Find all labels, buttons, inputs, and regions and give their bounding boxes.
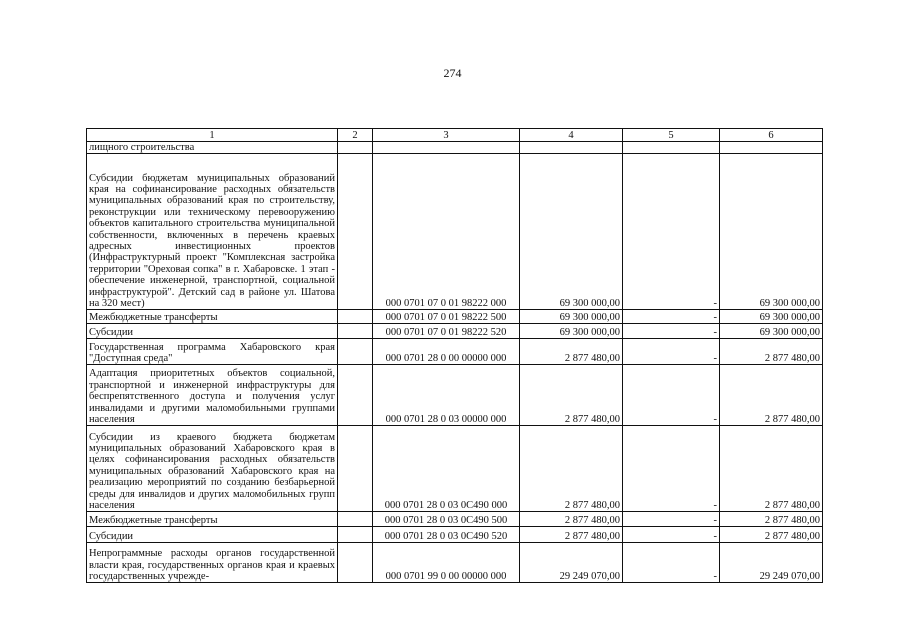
table-header-row bbox=[87, 129, 823, 142]
row-col2 bbox=[338, 339, 373, 365]
row-amount bbox=[520, 142, 623, 154]
row-col5: - bbox=[623, 310, 720, 324]
column-header: 3 bbox=[373, 129, 520, 142]
row-code: 000 0701 28 0 00 00000 000 bbox=[373, 339, 520, 365]
row-col5: - bbox=[623, 512, 720, 527]
row-amount: 2 877 480,00 bbox=[520, 512, 623, 527]
row-col2 bbox=[338, 527, 373, 543]
row-total: 2 877 480,00 bbox=[720, 426, 823, 512]
row-description: Адаптация приоритетных объектов социальной, транспортной и инженерной инфраструктуры для беспрепятственного доступа и получения услуг инвалидами и другими маломобильными группами населения bbox=[87, 365, 338, 426]
row-description: Субсидии bbox=[87, 527, 338, 543]
table-row bbox=[87, 154, 823, 310]
row-col2 bbox=[338, 426, 373, 512]
row-amount: 69 300 000,00 bbox=[520, 310, 623, 324]
row-col5: - bbox=[623, 365, 720, 426]
column-header: 4 bbox=[520, 129, 623, 142]
row-col5: - bbox=[623, 324, 720, 339]
row-code bbox=[373, 142, 520, 154]
table-row bbox=[87, 339, 823, 365]
row-code: 000 0701 28 0 03 0С490 520 bbox=[373, 527, 520, 543]
row-total bbox=[720, 142, 823, 154]
row-col2 bbox=[338, 154, 373, 310]
row-col5: - bbox=[623, 527, 720, 543]
table-row bbox=[87, 324, 823, 339]
row-col2 bbox=[338, 365, 373, 426]
row-code: 000 0701 07 0 01 98222 000 bbox=[373, 154, 520, 310]
row-col5 bbox=[623, 142, 720, 154]
column-header: 5 bbox=[623, 129, 720, 142]
table-row bbox=[87, 310, 823, 324]
row-col2 bbox=[338, 543, 373, 583]
column-header: 1 bbox=[87, 129, 338, 142]
row-total: 29 249 070,00 bbox=[720, 543, 823, 583]
row-description: лищного строительства bbox=[87, 142, 338, 154]
row-code: 000 0701 07 0 01 98222 500 bbox=[373, 310, 520, 324]
row-amount: 2 877 480,00 bbox=[520, 426, 623, 512]
row-total: 69 300 000,00 bbox=[720, 310, 823, 324]
row-total: 2 877 480,00 bbox=[720, 512, 823, 527]
table-row bbox=[87, 527, 823, 543]
row-amount: 2 877 480,00 bbox=[520, 527, 623, 543]
row-amount: 2 877 480,00 bbox=[520, 339, 623, 365]
row-description: Межбюджетные трансферты bbox=[87, 512, 338, 527]
row-description: Субсидии бюджетам муниципальных образований края на софинансирование расходных обязательств муниципальных образований края по строительству, реконструкции или техническому перевооружению объектов капитального строительства муниципальной собственности, включенных в перечень краевых адресных инвестиционных проектов (Инфраструктурный проект "Комплексная застройка территории "Ореховая сопка" в г. Хабаровске. 1 этап - обеспечение инженерной, транспортной, социальной инфраструктурой". Детский сад в районе ул. Шатова на 320 мест) bbox=[87, 154, 338, 310]
table-row bbox=[87, 365, 823, 426]
row-code: 000 0701 99 0 00 00000 000 bbox=[373, 543, 520, 583]
row-description: Непрограммные расходы органов государственной власти края, государственных органов края и краевых государственных учрежде- bbox=[87, 543, 338, 583]
row-code: 000 0701 07 0 01 98222 520 bbox=[373, 324, 520, 339]
row-description: Государственная программа Хабаровского края "Доступная среда" bbox=[87, 339, 338, 365]
row-description: Субсидии из краевого бюджета бюджетам муниципальных образований Хабаровского края в целях софинансирования расходных обязательств муниципальных образований Хабаровского края на реализацию мероприятий по созданию безбарьерной среды для инвалидов и других маломобильных групп населения bbox=[87, 426, 338, 512]
row-total: 2 877 480,00 bbox=[720, 527, 823, 543]
page-number: 274 bbox=[443, 66, 462, 80]
row-code: 000 0701 28 0 03 0С490 000 bbox=[373, 426, 520, 512]
row-col5: - bbox=[623, 426, 720, 512]
row-col5: - bbox=[623, 543, 720, 583]
row-amount: 2 877 480,00 bbox=[520, 365, 623, 426]
row-total: 2 877 480,00 bbox=[720, 365, 823, 426]
table-row bbox=[87, 512, 823, 527]
table-row bbox=[87, 426, 823, 512]
table-row bbox=[87, 543, 823, 583]
row-total: 69 300 000,00 bbox=[720, 324, 823, 339]
row-col5: - bbox=[623, 154, 720, 310]
row-description: Межбюджетные трансферты bbox=[87, 310, 338, 324]
column-header: 2 bbox=[338, 129, 373, 142]
row-col2 bbox=[338, 310, 373, 324]
row-amount: 29 249 070,00 bbox=[520, 543, 623, 583]
row-total: 2 877 480,00 bbox=[720, 339, 823, 365]
table-row bbox=[87, 142, 823, 154]
column-header: 6 bbox=[720, 129, 823, 142]
row-col2 bbox=[338, 324, 373, 339]
budget-table bbox=[86, 128, 823, 583]
row-code: 000 0701 28 0 03 00000 000 bbox=[373, 365, 520, 426]
row-total: 69 300 000,00 bbox=[720, 154, 823, 310]
row-description: Субсидии bbox=[87, 324, 338, 339]
row-col2 bbox=[338, 512, 373, 527]
row-col2 bbox=[338, 142, 373, 154]
row-code: 000 0701 28 0 03 0С490 500 bbox=[373, 512, 520, 527]
row-amount: 69 300 000,00 bbox=[520, 154, 623, 310]
row-col5: - bbox=[623, 339, 720, 365]
row-amount: 69 300 000,00 bbox=[520, 324, 623, 339]
